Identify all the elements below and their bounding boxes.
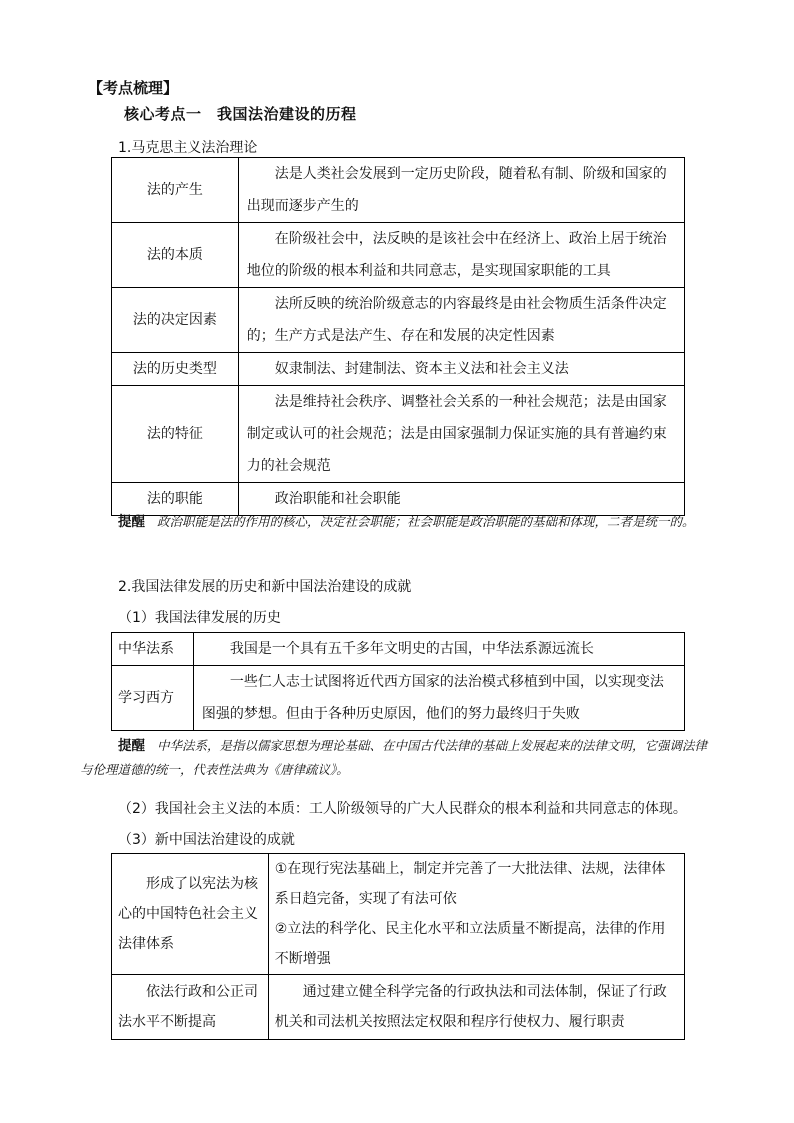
section2-sub1: （1）我国法律发展的历史 [118, 610, 281, 626]
row-content: 法是维持社会秩序、调整社会关系的一种社会规范；法是由国家制定或认可的社会规范；法是由国家强制力保证实施的具有普遍约束力的社会规范 [238, 386, 684, 483]
row-label: 法的产生 [112, 158, 239, 223]
core-point-title: 核心考点一 我国法治建设的历程 [124, 105, 357, 123]
row-content: 奴隶制法、封建制法、资本主义法和社会主义法 [238, 353, 684, 386]
row-content: 一些仁人志士试图将近代西方国家的法治模式移植到中国，以实现变法图强的梦想。但由于各种历史原因，他们的努力最终归于失败 [193, 666, 684, 731]
section2-sub2: （2）我国社会主义法的本质：工人阶级领导的广大人民群众的根本利益和共同意志的体现。 [118, 801, 687, 817]
section2-title: 2.我国法律发展的历史和新中国法治建设的成就 [118, 579, 412, 595]
row-content: 在阶级社会中，法反映的是该社会中在经济上、政治上居于统治地位的阶级的根本利益和共同意志，是实现国家职能的工具 [238, 223, 684, 288]
row-content [268, 854, 684, 975]
row-content: 我国是一个具有五千多年文明史的古国，中华法系源远流长 [193, 633, 684, 666]
law-history-table [111, 632, 685, 731]
row-content: 政治职能和社会职能 [238, 483, 684, 516]
tip-text: 中华法系，是指以儒家思想为理论基础、在中国古代法律的基础上发展起来的法律文明，它强调法律与伦理道德的统一，代表性法典为《唐律疏议》。 [80, 738, 708, 777]
section-heading: 【考点梳理】 [88, 79, 179, 97]
tip-label: 提醒 [118, 738, 145, 754]
row-content [268, 975, 684, 1040]
tip-paragraph-1 [80, 510, 712, 534]
achievement-item: ②立法的科学化、民主化水平和立法质量不断提高，法律的作用不断增强 [274, 921, 666, 967]
table-row [112, 633, 685, 666]
table-row [112, 975, 685, 1040]
achievement-item: 通过建立健全科学完备的行政执法和司法体制，保证了行政机关和司法机关按照法定权限和程序行使权力、履行职责 [274, 984, 667, 1030]
table-row [112, 666, 685, 731]
row-content: 法所反映的统治阶级意志的内容最终是由社会物质生活条件决定的；生产方式是法产生、存在和发展的决定性因素 [238, 288, 684, 353]
table-row [112, 386, 685, 483]
table-row [112, 288, 685, 353]
row-label: 法的决定因素 [112, 288, 239, 353]
table-row [112, 223, 685, 288]
row-label: 中华法系 [112, 633, 194, 666]
row-label: 法的本质 [112, 223, 239, 288]
achievements-table [111, 853, 685, 1040]
tip-text: 政治职能是法的作用的核心，决定社会职能；社会职能是政治职能的基础和体现，二者是统一的。 [157, 514, 695, 529]
row-label: 依法行政和公正司法水平不断提高 [112, 975, 269, 1040]
row-label: 形成了以宪法为核心的中国特色社会主义法律体系 [112, 854, 269, 975]
table-row [112, 353, 685, 386]
section2-sub3: （3）新中国法治建设的成就 [118, 832, 295, 848]
row-label: 学习西方 [112, 666, 194, 731]
tip-label: 提醒 [118, 514, 145, 530]
row-label: 法的历史类型 [112, 353, 239, 386]
row-content: 法是人类社会发展到一定历史阶段，随着私有制、阶级和国家的出现而逐步产生的 [238, 158, 684, 223]
table-row [112, 854, 685, 975]
achievement-item: ①在现行宪法基础上，制定并完善了一大批法律、法规，法律体系日趋完备，实现了有法可依 [274, 861, 666, 907]
row-label: 法的特征 [112, 386, 239, 483]
row-label: 法的职能 [112, 483, 239, 516]
tip-paragraph-2 [80, 734, 712, 782]
marxist-law-table [111, 157, 685, 516]
table-row [112, 158, 685, 223]
section1-title: 1.马克思主义法治理论 [118, 140, 258, 156]
